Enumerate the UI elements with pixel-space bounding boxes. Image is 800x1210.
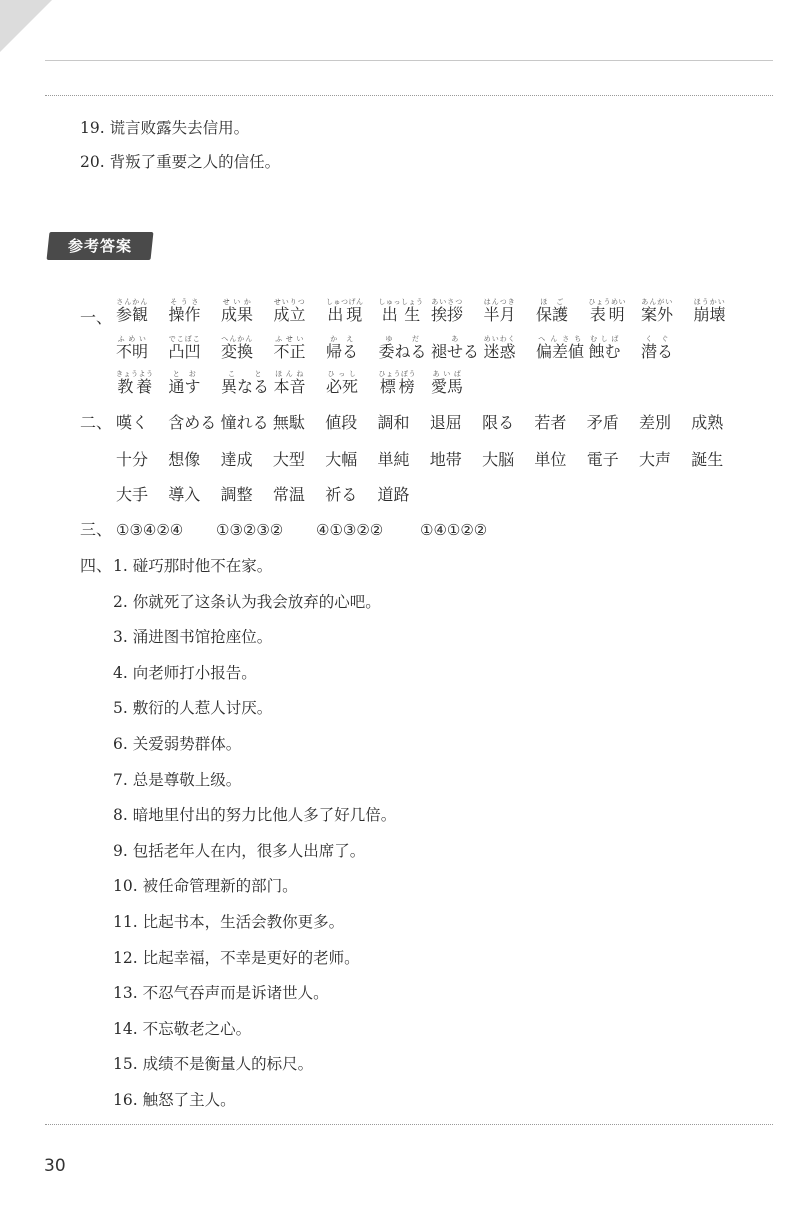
section1-word: 本音ほんね [273,370,306,396]
section1-word: 保護ほご [536,298,569,324]
section2-word: 嘆く [116,413,149,432]
section4-item: 8. 暗地里付出的努力比他人多了好几倍。 [113,806,397,825]
section2-word: 常温 [272,485,305,504]
section2-word: 憧れる [220,413,269,432]
section1-word: 成果せいか [221,298,254,324]
section2-word: 大型 [272,450,305,469]
section4-item: 6. 关爱弱势群体。 [113,735,242,753]
section3-answer: ①③②③② [216,521,284,539]
section4-item: 12. 比起幸福，不幸是更好的老师。 [113,948,360,967]
section4-item: 3. 涌进图书馆抢座位。 [113,628,273,647]
section3-answer: ④①③②② [316,521,384,539]
section1-word: 委ねるゆだ [378,335,427,361]
section1-word: 愛馬あいば [431,370,464,396]
section2-word: 大幅 [325,450,358,469]
section3-answer: ①③④②④ [116,521,184,539]
section2-label: 二、 [80,413,113,432]
section2-word: 限る [482,413,515,432]
section1-word: 潜るくぐ [641,335,674,361]
section1-word: 蝕むむしば [588,335,621,361]
section4-item: 15. 成绩不是衡量人的标尺。 [113,1055,314,1074]
item-20: 20. 背叛了重要之人的信任。 [80,153,281,171]
section4-item: 16. 触怒了主人。 [113,1091,236,1109]
section1-word: 不正ふせい [273,335,306,361]
section4-item: 5. 敷衍的人惹人讨厌。 [113,699,273,718]
section4-item: 7. 总是尊敬上级。 [113,770,242,789]
section2-word: 矛盾 [586,413,619,432]
section2-word: 誕生 [691,450,724,469]
page-number: 30 [44,1156,66,1176]
section2-word: 達成 [220,450,253,469]
section4-item: 10. 被任命管理新的部门。 [113,877,298,896]
header-dotted-rule [45,95,773,96]
section1-word: 出現しゅつげん [326,298,364,324]
section4-item: 1. 碰巧那时他不在家。 [113,557,273,575]
section2-word: 祈る [325,485,358,504]
section1-word: 出生しゅっしょう [378,298,424,324]
section4-item: 9. 包括老年人在内，很多人出席了。 [113,841,366,860]
section4-item: 13. 不忍气吞声而是诉诸世人。 [113,984,329,1003]
section2-word: 十分 [116,450,149,469]
section2-word: 単位 [534,450,567,469]
answers-heading-badge [47,232,154,260]
section1-word: 挨拶あいさつ [431,298,464,324]
section1-word: 成立せいりつ [273,298,306,324]
section1-word: 必死ひっし [326,370,359,396]
section4-item: 4. 向老师打小报告。 [113,663,257,682]
answers-heading: 参考答案 [67,237,132,255]
section1-label: 一、 [80,308,113,327]
section2-word: 若者 [534,413,567,432]
section2-word: 差別 [639,413,672,432]
page-corner-decoration [0,0,52,52]
item-19: 19. 谎言败露失去信用。 [80,119,250,137]
section2-word: 無駄 [272,413,305,432]
section1-word: 褪せるあ [431,335,480,361]
section1-word: 半月はんつき [483,298,516,324]
section1-word: 偏差値へんさち [536,335,585,361]
section2-word: 道路 [377,485,410,504]
footer-dotted-rule [45,1124,773,1125]
section1-word: 帰るかえ [326,335,359,361]
section4-item: 14. 不忘敬老之心。 [113,1019,252,1038]
section1-word: 表明ひょうめい [588,298,626,324]
section1-word: 異なること [221,370,270,396]
section1-word: 案外あんがい [641,298,674,324]
section4-item: 2. 你就死了这条认为我会放弃的心吧。 [113,592,381,611]
section2-word: 導入 [168,485,201,504]
section1-word: 標榜ひょうぼう [378,370,416,396]
section1-word: 操作そうさ [168,298,201,324]
section2-word: 大手 [116,485,149,504]
section2-word: 調整 [220,485,253,504]
section1-word: 変換へんかん [221,335,254,361]
section1-word: 通すとお [168,370,201,396]
section2-word: 値段 [325,413,358,432]
section4-label: 四、 [80,556,113,575]
section2-word: 想像 [168,450,201,469]
section2-word: 単純 [377,450,410,469]
section2-word: 退屈 [429,413,462,432]
section2-word: 成熟 [691,413,724,432]
section2-word: 含める [168,413,217,432]
section3-label: 三、 [80,520,113,539]
section2-word: 調和 [377,413,410,432]
header-rule [45,60,773,61]
section1-word: 不明ふめい [116,335,149,361]
section4-item: 11. 比起书本，生活会教你更多。 [113,913,345,931]
section1-word: 参観さんかん [116,298,149,324]
section2-word: 電子 [586,450,619,469]
section2-word: 大声 [639,450,672,469]
section1-word: 崩壊ほうかい [693,298,726,324]
section1-word: 凸凹でこぼこ [168,335,201,361]
section2-word: 地帯 [429,450,462,469]
section3-answer: ①④①②② [420,521,488,539]
section1-word: 教養きょうよう [116,370,154,396]
section1-word: 迷惑めいわく [483,335,516,361]
section2-word: 大脳 [482,450,515,469]
